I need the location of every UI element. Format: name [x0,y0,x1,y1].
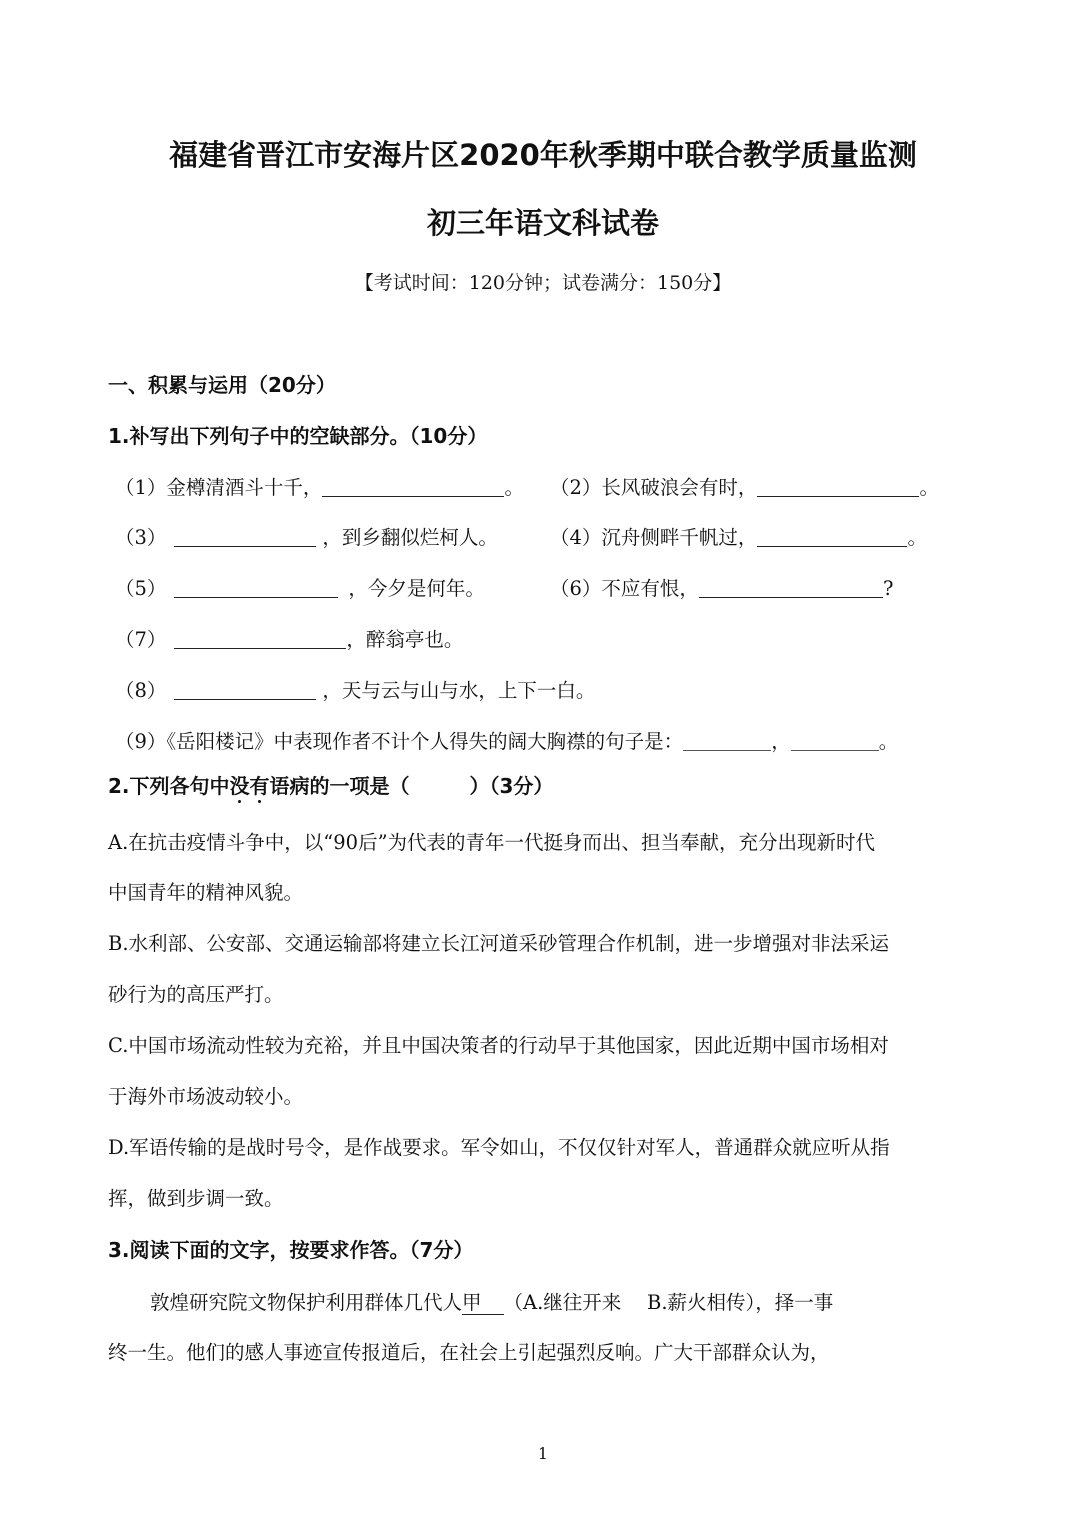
item-end: ，今夕是何年。 [348,577,485,600]
q1-item-8 [115,675,595,703]
q1-item-6 [550,573,893,601]
item-separator: ， [771,730,791,753]
answer-blank[interactable] [174,628,346,649]
q3-paragraph-line-2: 终一生。他们的感人事迹宣传报道后，在社会上引起强烈反响。广大干部群众认为， [108,1341,830,1364]
exam-info: 【考试时间：120分钟；试卷满分：150分】 [354,272,732,294]
answer-blank[interactable] [791,730,879,751]
title-line-1: 福建省晋江市安海片区2020年秋季期中联合教学质量监测 [169,138,917,172]
prompt-text: 2.下列各句中 [108,774,230,798]
item-text: 金樽清酒斗十千， [166,476,323,499]
emphasis-mark: 没 [229,774,250,798]
item-end: ，醉翁亭也。 [346,628,464,651]
answer-blank[interactable] [322,476,504,497]
para-text: （A.继往开来 B.薪火相传），择一事 [503,1291,834,1314]
option-d-line-2: 挥，做到步调一致。 [108,1187,284,1210]
answer-blank[interactable] [174,577,338,598]
item-number: （9） [115,730,167,753]
title-line-2: 初三年语文科试卷 [426,206,659,240]
option-d-line-1: D.军语传输的是战时号令，是作战要求。军令如山，不仅仅针对军人，普通群众就应听从指 [108,1136,890,1159]
item-text: 长风破浪会有时， [601,476,758,499]
item-number: （4） [550,526,602,549]
option-a-line-2: 中国青年的精神风貌。 [108,881,304,904]
q1-item-7 [115,624,463,652]
q1-item-1 [115,472,524,500]
answer-blank[interactable] [757,526,907,547]
item-end: 。 [504,476,524,499]
item-number: （3） [115,526,167,549]
blank-mark-jia: 甲 [462,1291,504,1315]
q1-item-5 [115,573,485,601]
para-text: 敦煌研究院文物保护利用群体几代人 [150,1291,463,1314]
item-number: （6） [550,577,602,600]
question-3-prompt: 3.阅读下面的文字，按要求作答。（7分） [108,1238,474,1262]
answer-blank[interactable] [699,577,883,598]
answer-blank[interactable] [174,679,316,700]
q1-item-9 [115,726,898,754]
item-number: （5） [115,577,167,600]
item-end: ，到乡翻似烂柯人。 [322,526,498,549]
answer-blank[interactable] [174,526,316,547]
item-end: 。 [907,526,927,549]
option-c-line-1: C.中国市场流动性较为充裕，并且中国决策者的行动早于其他国家，因此近期中国市场相对 [108,1034,889,1057]
q3-paragraph-line-1 [150,1287,833,1315]
emphasis-mark: 有 [249,774,270,798]
item-number: （2） [550,476,602,499]
item-end: ? [882,577,894,600]
answer-blank[interactable] [757,476,919,497]
question-1-prompt: 1.补写出下列句子中的空缺部分。（10分） [108,424,488,448]
q1-item-4 [550,522,927,550]
item-text: 《岳阳楼记》中表现作者不计个人得失的阔大胸襟的句子是： [166,730,684,753]
item-end: ，天与云与山与水，上下一白。 [322,679,596,702]
q1-item-3 [115,522,498,550]
item-text: 沉舟侧畔千帆过， [601,526,758,549]
option-b-line-2: 砂行为的高压严打。 [108,983,284,1006]
option-b-line-1: B.水利部、公安部、交通运输部将建立长江河道采砂管理合作机制，进一步增强对非法采运 [108,932,890,955]
item-number: （8） [115,679,167,702]
item-number: （7） [115,628,167,651]
option-c-line-2: 于海外市场波动较小。 [108,1085,304,1108]
q1-item-2 [550,472,939,500]
question-2-prompt [108,770,553,799]
item-end: 。 [878,730,899,753]
item-number: （1） [115,476,167,499]
item-text: 不应有恨， [601,577,699,600]
page-number: 1 [537,1444,549,1463]
prompt-text: 语病的一项是（ ）（3分） [269,774,554,798]
answer-blank[interactable] [683,730,771,751]
item-end: 。 [919,476,939,499]
section-heading: 一、积累与运用（20分） [108,373,336,397]
option-a-line-1: A.在抗击疫情斗争中，以“90后”为代表的青年一代挺身而出、担当奉献，充分出现新时代 [108,831,876,854]
